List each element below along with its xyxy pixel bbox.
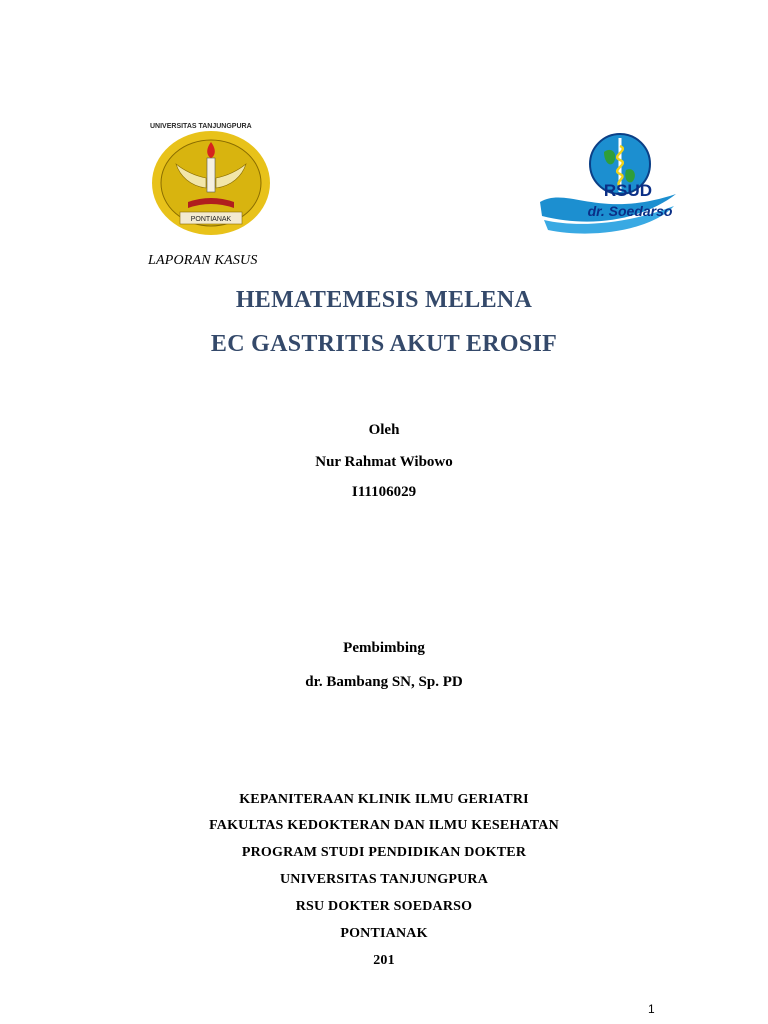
institution-line: PONTIANAK: [340, 926, 428, 941]
rsud-line1-text: RSUD: [603, 181, 653, 200]
institution-line: UNIVERSITAS TANJUNGPURA: [279, 872, 489, 887]
universitas-tanjungpura-logo: [150, 123, 272, 238]
institution-line: FAKULTAS KEDOKTERAN DAN ILMU KESEHATAN: [209, 818, 559, 833]
page-number: 1: [648, 1002, 655, 1016]
supervisor-name: dr. Bambang SN, Sp. PD: [305, 674, 463, 690]
institution-line: KEPANITERAAN KLINIK ILMU GERIATRI: [239, 792, 529, 807]
author-by-label: Oleh: [368, 422, 400, 438]
untan-bottom-text: PONTIANAK: [190, 216, 232, 223]
supervisor-label: Pembimbing: [343, 640, 425, 656]
title-line-2: EC GASTRITIS AKUT EROSIF: [210, 331, 558, 357]
institution-year: 201: [373, 953, 395, 968]
rsud-soedarso-logo: [538, 132, 678, 240]
author-name: Nur Rahmat Wibowo: [315, 454, 453, 470]
title-line-1: HEMATEMESIS MELENA: [235, 287, 533, 313]
author-student-id: I11106029: [351, 484, 417, 500]
report-type-label: LAPORAN KASUS: [148, 253, 258, 268]
rsud-line2-text: dr. Soedarso: [587, 203, 673, 219]
institution-line: PROGRAM STUDI PENDIDIKAN DOKTER: [241, 845, 527, 860]
untan-ring-text: UNIVERSITAS TANJUNGPURA: [150, 123, 252, 130]
institution-line: RSU DOKTER SOEDARSO: [295, 899, 473, 914]
untan-emblem-icon: [150, 123, 272, 238]
rsud-emblem-icon: [538, 132, 678, 240]
